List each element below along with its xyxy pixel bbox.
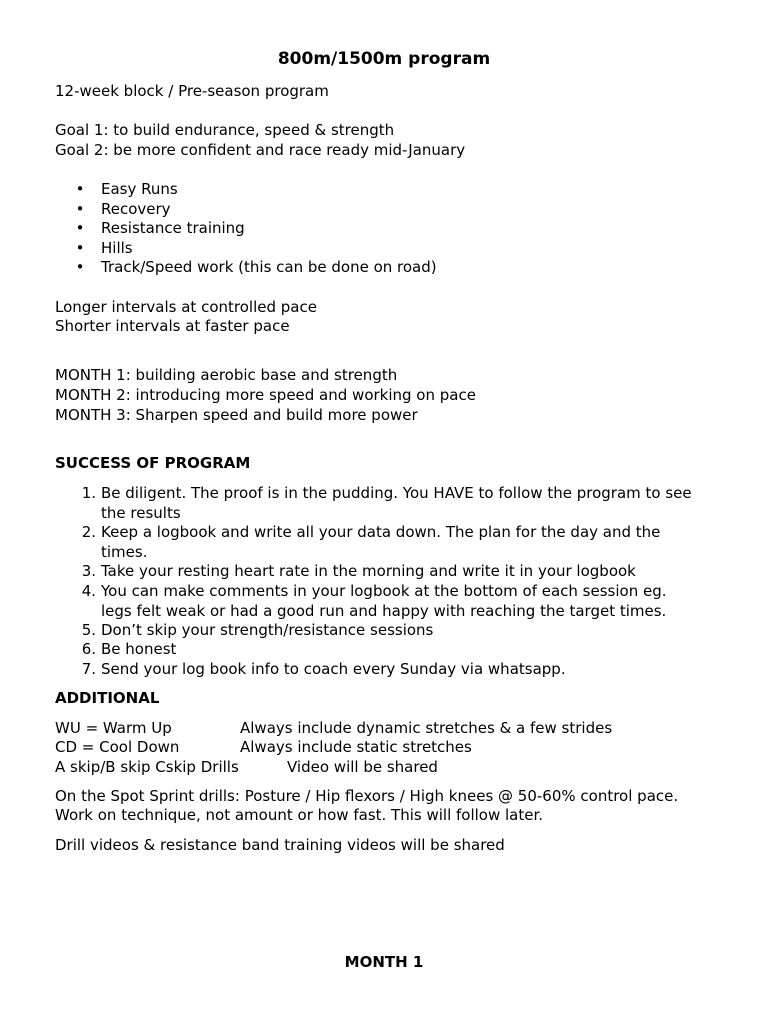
list-number: 2. bbox=[81, 523, 96, 541]
goal-2: Goal 2: be more confident and race ready mid-January bbox=[55, 141, 466, 159]
intro-line: 12-week block / Pre-season program bbox=[55, 82, 329, 100]
list-item: Recovery bbox=[101, 200, 171, 218]
bullet-icon: • bbox=[75, 219, 85, 237]
list-item: Be diligent. The proof is in the pudding. You HAVE to follow the program to see the results bbox=[101, 484, 692, 522]
videos-note: Drill videos & resistance band training videos will be shared bbox=[55, 836, 505, 854]
list-item: Take your resting heart rate in the morning and write it in your logbook bbox=[101, 562, 636, 580]
list-number: 7. bbox=[81, 660, 96, 678]
term-cool-down: CD = Cool Down bbox=[55, 738, 180, 756]
goal-1: Goal 1: to build endurance, speed & strength bbox=[55, 121, 395, 139]
desc-drills: Video will be shared bbox=[287, 758, 438, 776]
list-item: Be honest bbox=[101, 640, 177, 658]
list-item: Hills bbox=[101, 239, 133, 257]
list-item: Easy Runs bbox=[101, 180, 178, 198]
list-number: 1. bbox=[81, 484, 96, 502]
sprint-line-1: On the Spot Sprint drills: Posture / Hip flexors / High knees @ 50-60% control pace. bbox=[55, 787, 679, 805]
bullet-icon: • bbox=[75, 180, 85, 198]
list-item: Resistance training bbox=[101, 219, 245, 237]
bullet-icon: • bbox=[75, 200, 85, 218]
list-number: 3. bbox=[81, 562, 96, 580]
list-item: Send your log book info to coach every Sunday via whatsapp. bbox=[101, 660, 566, 678]
term-warm-up: WU = Warm Up bbox=[55, 719, 172, 737]
list-number: 4. bbox=[81, 582, 96, 600]
list-item: Track/Speed work (this can be done on road) bbox=[101, 258, 437, 276]
additional-heading: ADDITIONAL bbox=[55, 689, 160, 707]
list-item: You can make comments in your logbook at the bottom of each session eg. legs felt weak or had a good run and happy with reaching the target times. bbox=[101, 582, 667, 620]
desc-warm-up: Always include dynamic stretches & a few strides bbox=[240, 719, 613, 737]
list-number: 6. bbox=[81, 640, 96, 658]
month-line-1: MONTH 1: building aerobic base and strength bbox=[55, 366, 398, 384]
desc-cool-down: Always include static stretches bbox=[240, 738, 472, 756]
list-item: Don’t skip your strength/resistance sessions bbox=[101, 621, 434, 639]
month1-heading: MONTH 1 bbox=[344, 953, 424, 971]
bullet-icon: • bbox=[75, 239, 85, 257]
month-line-2: MONTH 2: introducing more speed and working on pace bbox=[55, 386, 476, 404]
list-number: 5. bbox=[81, 621, 96, 639]
list-item: Keep a logbook and write all your data down. The plan for the day and the times. bbox=[101, 523, 661, 561]
interval-line-2: Shorter intervals at faster pace bbox=[55, 317, 290, 335]
term-drills: A skip/B skip Cskip Drills bbox=[55, 758, 239, 776]
success-heading: SUCCESS OF PROGRAM bbox=[55, 454, 251, 472]
page-title: 800m/1500m program bbox=[277, 49, 491, 69]
month-line-3: MONTH 3: Sharpen speed and build more power bbox=[55, 406, 418, 424]
bullet-icon: • bbox=[75, 258, 85, 276]
sprint-line-2: Work on technique, not amount or how fast. This will follow later. bbox=[55, 806, 544, 824]
interval-line-1: Longer intervals at controlled pace bbox=[55, 298, 317, 316]
